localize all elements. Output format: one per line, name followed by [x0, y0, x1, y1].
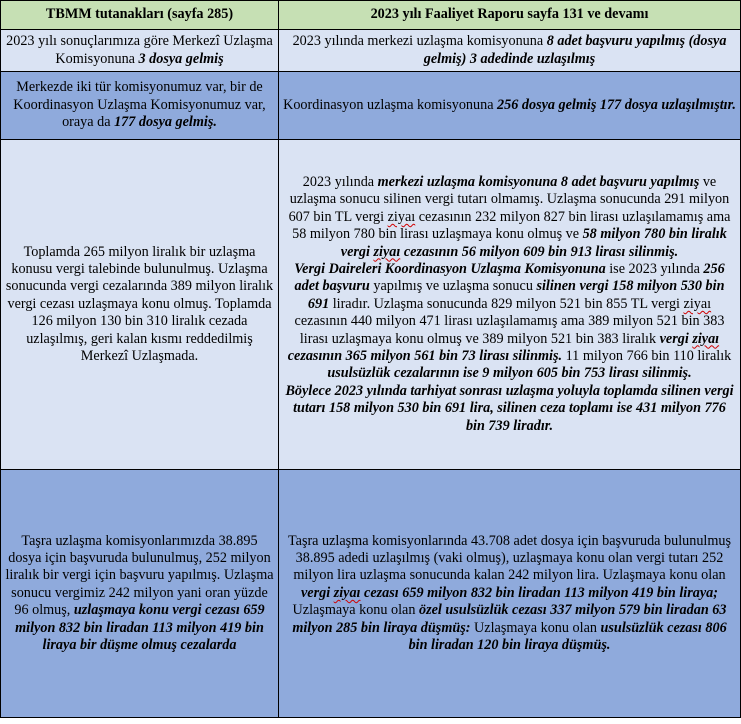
text-run: Taşra uzlaşma komisyonlarında 43.708 adet dosya için başvuruda bulunulmuş 38.895 adedi uzlaşılmış (vaki olmuş), uzlaşmaya konu olan vergi tutarı 252 milyon lira uzlaşma sonucunda kalan 242 milyon lira. Uzlaşmaya konu olan [287, 532, 732, 584]
text-run: Toplamda 265 milyon liralık bir uzlaşma konusu vergi talebinde bulunulmuş. Uzlaşma sonucunda vergi cezalarında 389 milyon liralık vergi cezası uzlaşmaya konu olmuş. Toplamda 126 milyon 130 bin 310 liralık cezada uzlaşılmış, geri kalan kısmı reddedilmiş Merkezî Uzlaşmada. [5, 243, 274, 365]
text-run: yapılmış ve uzlaşma sonucu [369, 278, 537, 295]
emphasis-run: 256 dosya gelmiş 177 dosya uzlaşılmıştır. [497, 96, 736, 113]
emphasis-run: cezası 659 milyon 832 bin liradan 113 milyon 419 bin liraya; [360, 584, 718, 601]
table-row [1, 470, 741, 718]
table-row [1, 72, 741, 140]
report-cell [279, 30, 741, 72]
text-run: Koordinasyon uzlaşma komisyonuna [283, 96, 498, 113]
emphasis-run: cezasının 365 milyon 561 bin 73 lirası silinmiş. [287, 348, 563, 365]
emphasis-run: 8 adet başvuru yapılmış (dosya gelmiş) 3 adedinde uzlaşılmış [423, 33, 727, 67]
text-run: liradır. Uzlaşma sonucunda 829 milyon 521 bin 855 TL vergi [329, 295, 684, 312]
emphasis-run: usulsüzlük cezası 806 bin liradan 120 bin liraya düşmüş. [408, 619, 727, 654]
emphasis-run: ziyaı [683, 295, 712, 312]
header-right: 2023 yılı Faaliyet Raporu sayfa 131 ve devamı [279, 1, 741, 30]
tbmm-cell [1, 72, 279, 140]
emphasis-run: ziyaı [387, 208, 416, 225]
emphasis-run: Vergi Daireleri Koordinasyon Uzlaşma Komisyonuna [294, 260, 606, 277]
emphasis-run: 3 dosya gelmiş [138, 50, 224, 67]
report-cell [279, 140, 741, 470]
emphasis-run: 58 milyon 780 bin liralık vergi [340, 226, 727, 260]
header-row [1, 1, 741, 30]
text-run: Uzlaşmaya konu olan [292, 602, 419, 619]
emphasis-run: uzlaşmaya konu vergi cezası 659 milyon 832 bin liradan 113 milyon 419 bin liraya bir düşme olmuş cezalarda [15, 602, 265, 654]
emphasis-run: vergi [301, 584, 334, 601]
text-run: 11 milyon 766 bin 110 liralık [562, 348, 732, 365]
emphasis-run: 256 adet başvuru [294, 260, 725, 295]
emphasis-run: 177 dosya gelmiş. [114, 114, 217, 131]
emphasis-run: vergi [659, 330, 693, 347]
text-run: cezasının 232 milyon 827 bin lirası uzlaşılamamış ama 58 milyon 780 bin lirası uzlaşmaya konu olmuş ve [292, 208, 731, 243]
emphasis-run: usulsüzlük cezalarının ise 9 milyon 605 bin 753 lirası silinmiş. [327, 365, 692, 382]
emphasis-run: ziyaı [373, 243, 401, 260]
emphasis-run: silinen vergi 158 milyon 530 bin 691 [307, 278, 725, 312]
emphasis-run: özel usulsüzlük cezası 337 milyon 579 bin liradan 63 milyon 285 bin liraya düşmüş: [292, 602, 727, 636]
table-row [1, 140, 741, 470]
emphasis-run: merkezi uzlaşma komisyonuna 8 adet başvuru yapılmış [377, 173, 700, 190]
emphasis-run: cezasının 56 milyon 609 bin 913 lirası silinmiş. [400, 243, 679, 260]
report-cell [279, 72, 741, 140]
table-row [1, 30, 741, 72]
text-run: Merkezde iki tür komisyonumuz var, bir de Koordinasyon Uzlaşma Komisyonumuz var, oraya da [13, 79, 266, 131]
text-run: Uzlaşmaya konu olan [470, 619, 601, 636]
report-cell [279, 470, 741, 718]
tbmm-cell [1, 140, 279, 470]
text-run: 2023 yılında [302, 173, 378, 190]
tbmm-cell [1, 470, 279, 718]
text-run: cezasının 440 milyon 471 lirası uzlaşılamamış ama 389 milyon 521 bin 383 lirası uzlaşmaya konu olmuş ve 389 milyon 521 bin 383 liralık [294, 313, 725, 347]
text-run: Taşra uzlaşma komisyonlarımızda 38.895 dosya için başvuruda bulunulmuş, 252 milyon liralık bir vergi için başvuru yapılmış. Uzlaşma sonucu vergimiz 242 milyon yani oran yüzde 96 olmuş, [5, 532, 274, 619]
text-run: ise 2023 yılında [605, 260, 704, 277]
tbmm-cell [1, 30, 279, 72]
emphasis-run: ziyaı [333, 584, 361, 601]
text-run: 2023 yılında merkezi uzlaşma komisyonuna [292, 33, 547, 50]
text-run: ve uzlaşma sonucu silinen vergi tutarı olmamış. Uzlaşma sonucunda 291 milyon 607 bin TL vergi [288, 173, 730, 225]
emphasis-run: ziyaı [692, 330, 720, 347]
text-run: 2023 yılı sonuçlarımıza göre Merkezî Uzlaşma Komisyonuna [6, 33, 273, 67]
header-left: TBMM tutanakları (sayfa 285) [1, 1, 279, 30]
emphasis-run: Böylece 2023 yılında tarhiyat sonrası uzlaşma yoluyla toplamda silinen vergi tutarı 158 milyon 530 bin 691 lira, silinen ceza toplamı ise 431 milyon 776 bin 739 liradır. [285, 382, 734, 434]
